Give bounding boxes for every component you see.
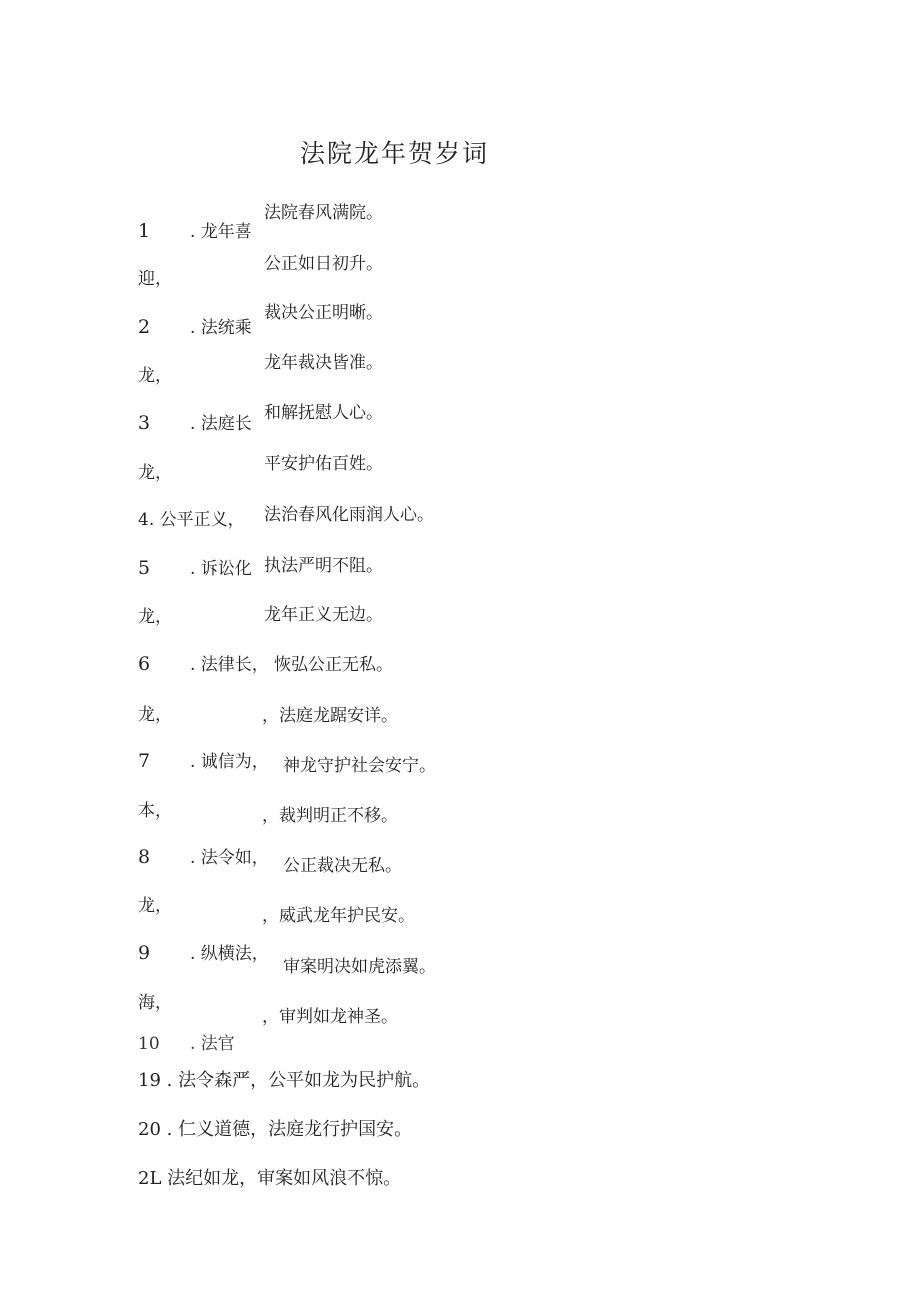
item-phrase-3: . 法庭长 [190,414,252,434]
clipped-number: 10 [138,1034,160,1054]
item-continuation-2: 龙， [138,366,172,386]
item-continuation-8: 龙， [138,896,172,916]
item-number-2: 2 [138,316,151,338]
item-phrase-1: . 龙年喜 [190,222,252,242]
page-title: 法院龙年贺岁词 [300,139,490,168]
item-phrase-8: . 法令如， [190,848,269,868]
item-phrase-5: . 诉讼化 [190,559,252,579]
verse-line-13: ，裁判明正不移。 [262,806,398,826]
verse-line-5: 和解抚慰人心。 [264,403,383,423]
verse-line-17: ，审判如龙神圣。 [262,1007,398,1027]
item-number-5: 5 [138,557,151,579]
item-continuation-9: 海， [138,993,172,1013]
bottom-line-21: 2L 法纪如龙，审案如风浪不惊。 [138,1168,402,1189]
verse-line-6: 平安护佑百姓。 [264,454,383,474]
verse-line-14: 公正裁决无私。 [283,856,402,876]
item-continuation-7: 本， [138,801,172,821]
clipped-line [138,1034,398,1054]
clipped-phrase: . 法官 [190,1034,235,1054]
verse-line-8: 执法严明不阻。 [264,556,383,576]
item-continuation-5: 龙， [138,607,172,627]
verse-line-4: 龙年裁决皆准。 [264,353,383,373]
item-phrase-6: . 法律长， [190,655,269,675]
item-number-3: 3 [138,412,151,434]
bottom-line-19: 19 . 法令森严，公平如龙为民护航。 [138,1070,431,1091]
verse-line-3: 裁决公正明晰。 [264,303,383,323]
verse-line-16: 审案明决如虎添翼。 [283,957,436,977]
verse-line-9: 龙年正义无边。 [264,605,383,625]
item-phrase-7: . 诚信为， [190,752,269,772]
item-number-1: 1 [138,220,151,242]
verse-line-11: ，法庭龙踞安详。 [262,706,398,726]
item-continuation-1: 迎， [138,269,172,289]
verse-line-15: ，威武龙年护民安。 [262,906,415,926]
bottom-line-20: 20 . 仁义道德，法庭龙行护国安。 [138,1119,413,1140]
item-phrase-2: . 法统乘 [190,318,252,338]
item-continuation-6: 龙， [138,705,172,725]
verse-line-10: 恢弘公正无私。 [274,655,393,675]
item-number-9: 9 [138,942,151,964]
item-line-4: 4. 公平正义， [138,510,245,530]
item-number-7: 7 [138,750,151,772]
item-phrase-9: . 纵横法， [190,944,269,964]
item-number-6: 6 [138,653,151,675]
verse-line-1: 法院春风满院。 [264,203,383,223]
verse-line-2: 公正如日初升。 [264,254,383,274]
item-number-8: 8 [138,846,151,868]
verse-line-7: 法治春风化雨润人心。 [264,505,434,525]
item-continuation-3: 龙， [138,463,172,483]
verse-line-12: 神龙守护社会安宁。 [283,756,436,776]
